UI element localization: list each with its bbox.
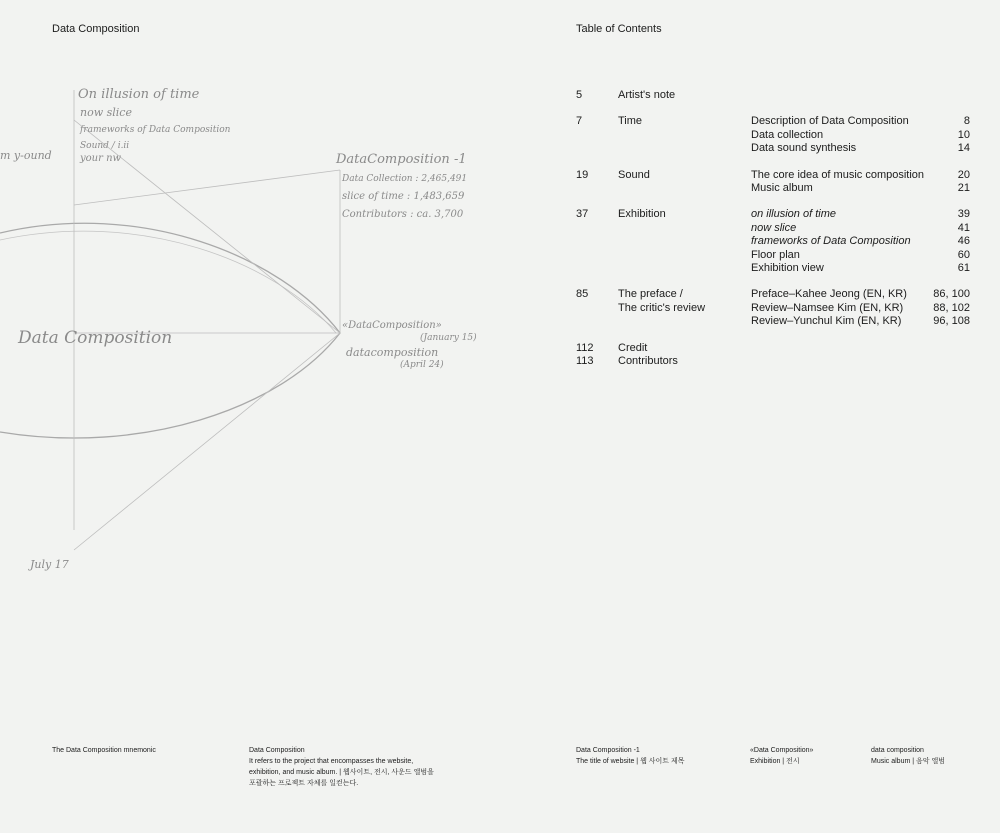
sketch-center-label: Data Composition xyxy=(18,328,173,348)
toc-subsection-page: 8 xyxy=(963,115,970,128)
toc-subsection-label: Preface–Kahee Jeong (EN, KR) xyxy=(751,288,907,301)
toc-subsection-label: frameworks of Data Composition xyxy=(751,235,911,248)
footer-definition-line: exhibition, and music album. | 웹사이트, 전시, 사운드 앨범을 xyxy=(249,769,434,776)
footer-website xyxy=(576,745,685,767)
sketch-top-note: frameworks of Data Composition xyxy=(80,125,231,135)
sketch-cut-label: m y-ound xyxy=(0,149,52,162)
toc-section-title xyxy=(618,288,751,328)
footer-definition xyxy=(249,745,434,789)
toc-subsection xyxy=(751,182,970,195)
footer-website-sub: The title of website | 웹 사이트 제목 xyxy=(576,758,685,765)
footer-website-title: Data Composition -1 xyxy=(576,747,640,754)
toc-section-page: 112 xyxy=(576,341,594,354)
toc-subsection-list xyxy=(751,169,970,196)
toc-subsection-label: Data collection xyxy=(751,128,824,141)
sketch-lower-note: «DataComposition» xyxy=(342,320,442,331)
toc-subsection-list xyxy=(751,208,970,275)
header-left-title: Data Composition xyxy=(52,23,140,35)
sketch-top-note: On illusion of time xyxy=(78,87,200,102)
toc-section xyxy=(576,355,970,368)
toc-section-page: 37 xyxy=(576,208,589,221)
footer-exhibition-title: «Data Composition» xyxy=(750,747,814,754)
toc-subsection-page: 20 xyxy=(957,168,970,181)
toc-subsection-page: 60 xyxy=(957,248,970,261)
footer-album-sub: Music album | 음악 앨범 xyxy=(871,758,945,765)
sketch-top-note: now slice xyxy=(80,106,132,119)
sketch-lower-note: (April 24) xyxy=(400,360,444,370)
toc-subsection-list xyxy=(751,355,970,368)
sketch-top-note: Sound / i.ii xyxy=(80,141,130,151)
toc-section-title-line: Contributors xyxy=(618,355,678,368)
toc-subsection-list xyxy=(751,89,970,102)
toc-section-title xyxy=(618,342,751,355)
toc-section-title xyxy=(618,89,751,102)
footer-album xyxy=(871,745,945,767)
toc-subsection-label: Floor plan xyxy=(751,248,800,261)
toc-section-title-line: Exhibition xyxy=(618,208,666,221)
toc-subsection-page: 61 xyxy=(957,262,970,275)
toc-subsection-list xyxy=(751,115,970,155)
toc-subsection-label: Music album xyxy=(751,182,813,195)
toc-subsection xyxy=(751,315,970,328)
sketch-right-note: DataComposition -1 xyxy=(336,152,467,167)
toc-section-title-line: The preface / xyxy=(618,288,683,301)
sketch-bottom-note: July 17 xyxy=(30,558,69,571)
toc-subsection-page: 96, 108 xyxy=(933,315,970,328)
toc-subsection-page: 39 xyxy=(957,208,970,221)
toc-subsection xyxy=(751,115,970,128)
toc-subsection-page: 41 xyxy=(957,221,970,234)
footer-mnemonic: The Data Composition mnemonic xyxy=(52,747,156,754)
toc-section-page: 113 xyxy=(576,355,594,368)
toc-subsection-label: Review–Namsee Kim (EN, KR) xyxy=(751,301,904,314)
toc-section xyxy=(576,89,970,102)
toc-subsection-page: 21 xyxy=(957,182,970,195)
footer-album-title: data composition xyxy=(871,747,924,754)
toc-section-page: 5 xyxy=(576,89,583,101)
toc-section-title xyxy=(618,208,751,275)
toc-subsection-page: 14 xyxy=(957,142,970,155)
toc-subsection-page: 46 xyxy=(957,235,970,248)
toc-section-title-line: Sound xyxy=(618,168,650,181)
toc-subsection xyxy=(751,249,970,262)
footer-definition-line: 포괄하는 프로젝트 자체를 일컫는다. xyxy=(249,780,359,787)
toc-subsection xyxy=(751,288,970,301)
toc-section-page: 7 xyxy=(576,115,583,128)
toc-subsection-page: 10 xyxy=(957,128,970,141)
footer-exhibition-sub: Exhibition | 전시 xyxy=(750,758,800,765)
toc-section-page: 85 xyxy=(576,288,589,301)
toc-subsection-label: now slice xyxy=(751,221,797,234)
toc-subsection xyxy=(751,208,970,221)
toc-subsection xyxy=(751,169,970,182)
toc-subsection-list xyxy=(751,342,970,355)
sketch-lower-note: datacomposition xyxy=(346,346,439,359)
toc-section-title xyxy=(618,355,751,368)
footer-definition-title: Data Composition xyxy=(249,747,305,754)
header-right-title: Table of Contents xyxy=(576,23,662,35)
toc-section-title xyxy=(618,169,751,196)
pencil-sketch xyxy=(0,60,520,600)
sketch-right-note: Data Collection : 2,465,491 xyxy=(342,174,468,184)
toc-section-title-line: Artist's note xyxy=(618,89,676,101)
toc-subsection-list xyxy=(751,288,970,328)
toc-subsection-label: on illusion of time xyxy=(751,208,836,221)
toc-section-page: 19 xyxy=(576,168,589,181)
toc-section xyxy=(576,208,970,275)
toc-section-title xyxy=(618,115,751,155)
toc-section-title-line: Time xyxy=(618,115,643,128)
sketch-line-upper xyxy=(74,170,340,205)
toc-subsection-label: The core idea of music composition xyxy=(751,168,925,181)
toc-subsection xyxy=(751,142,970,155)
toc-section xyxy=(576,288,970,328)
toc-subsection-label: Review–Yunchul Kim (EN, KR) xyxy=(751,315,902,328)
sketch-right-note: slice of time : 1,483,659 xyxy=(342,191,465,202)
sketch-line-top xyxy=(74,120,340,333)
toc-subsection-page: 88, 102 xyxy=(933,301,970,314)
toc-subsection-page: 86, 100 xyxy=(933,288,970,301)
toc-section-title-line: The critic's review xyxy=(618,301,706,314)
toc-subsection xyxy=(751,222,970,235)
sketch-right-note: Contributors : ca. 3,700 xyxy=(342,209,464,220)
sketch-lower-note: (January 15) xyxy=(420,333,477,343)
toc-subsection-label: Exhibition view xyxy=(751,262,824,275)
toc-subsection xyxy=(751,129,970,142)
toc-subsection xyxy=(751,235,970,248)
toc-subsection xyxy=(751,302,970,315)
footer-definition-line: It refers to the project that encompasses the website, xyxy=(249,758,414,765)
toc-section xyxy=(576,115,970,155)
table-of-contents xyxy=(576,89,970,369)
toc-subsection-label: Description of Data Composition xyxy=(751,115,909,128)
toc-subsection-label: Data sound synthesis xyxy=(751,142,857,155)
toc-section-title-line: Credit xyxy=(618,341,648,354)
footer-exhibition xyxy=(750,745,813,767)
sketch-line-lower xyxy=(74,333,340,550)
toc-section xyxy=(576,342,970,355)
sketch-top-note: your nw xyxy=(80,153,122,164)
toc-section xyxy=(576,169,970,196)
toc-subsection xyxy=(751,262,970,275)
